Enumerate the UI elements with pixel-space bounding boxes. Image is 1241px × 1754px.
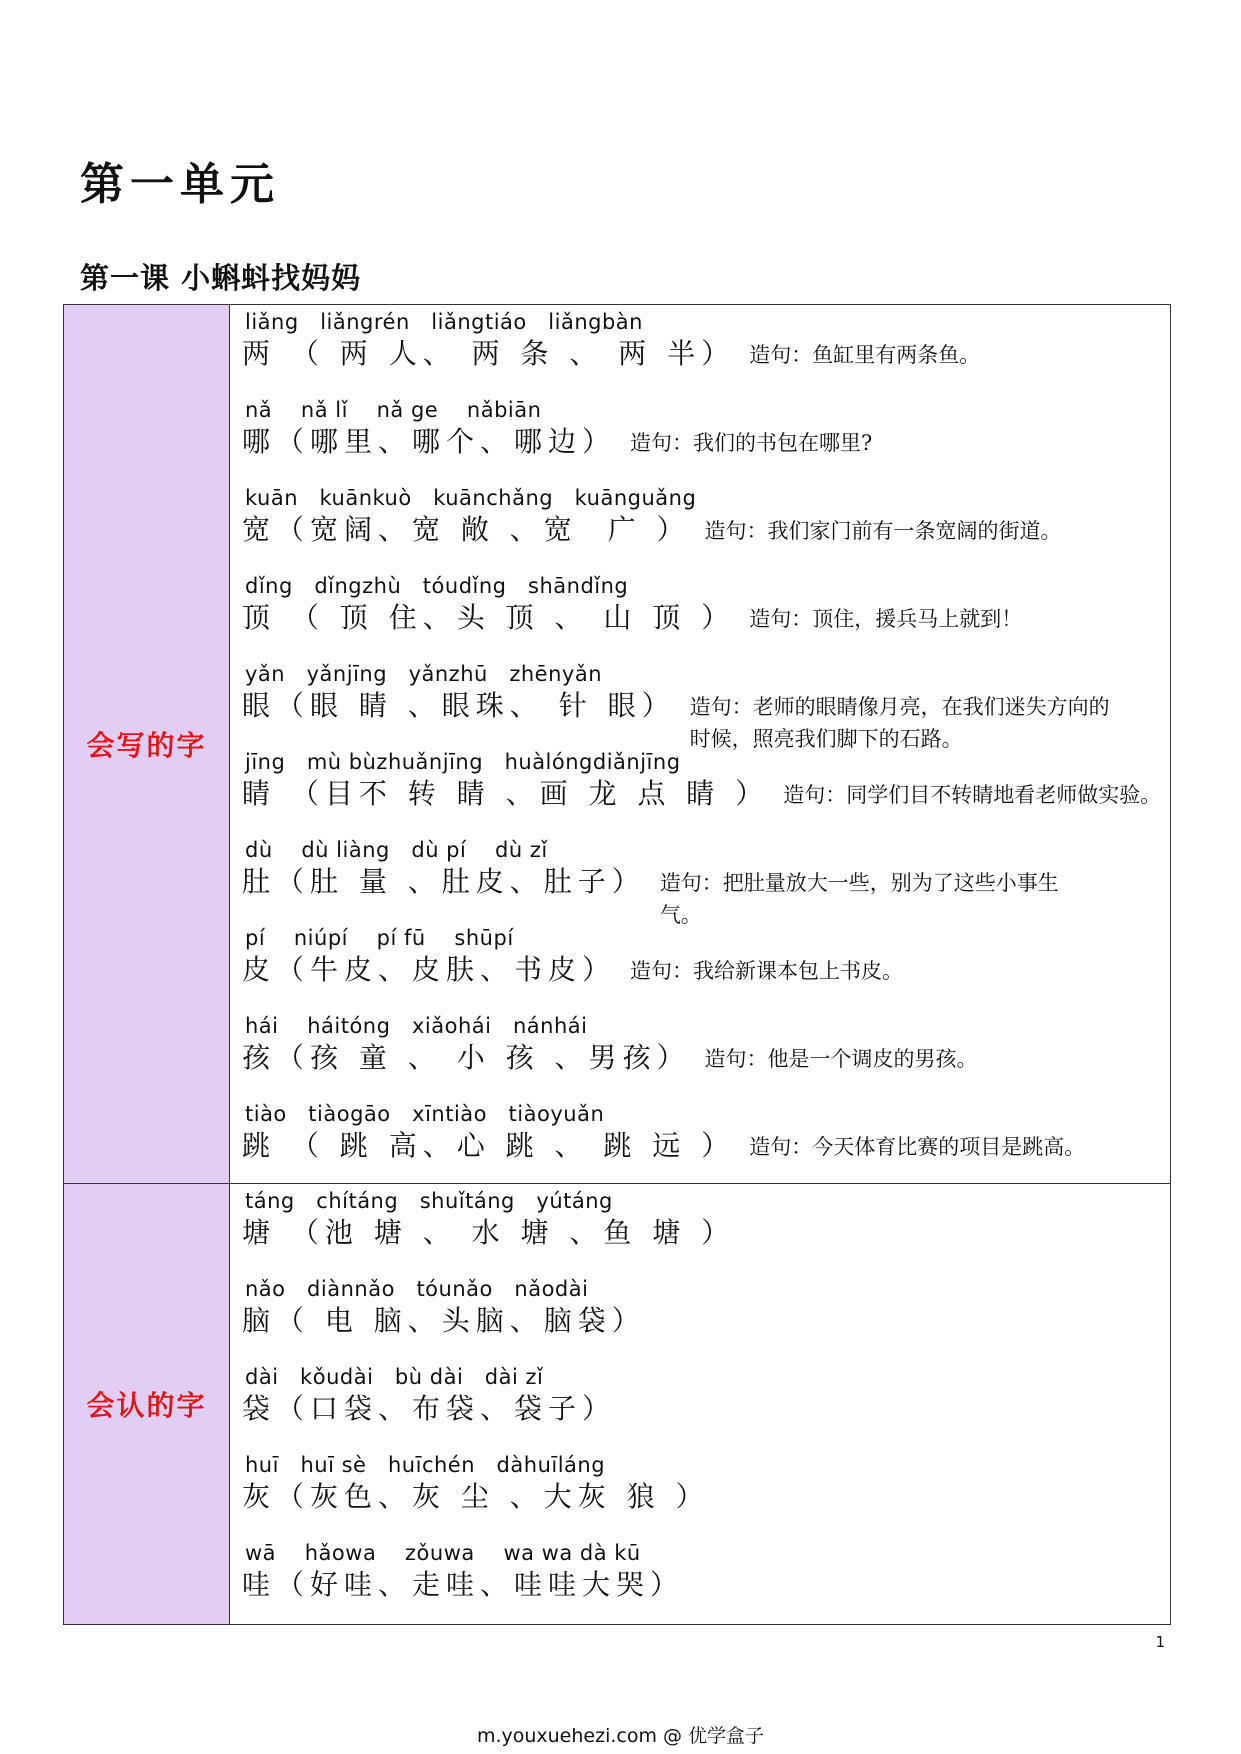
entry-sentence: 造句：我们的书包在哪里? <box>630 431 873 455</box>
entry-pinyin: kuān kuānkuò kuānchǎng kuānguǎng <box>245 486 697 510</box>
vocab-table <box>63 304 1171 1625</box>
entry-main-line <box>242 599 1170 655</box>
category-label-write: 会写的字 <box>64 305 230 1184</box>
entry-main-line <box>242 1302 1170 1358</box>
entry-pinyin: jīng mù bùzhuǎnjīng huàlóngdiǎnjīng <box>245 750 681 774</box>
entry-characters: 睛 （目不 转 睛 、画 龙 点 睛 ） <box>242 777 770 810</box>
entry-pinyin: yǎn yǎnjīng yǎnzhū zhēnyǎn <box>245 662 603 686</box>
vocab-entry <box>242 1364 1170 1452</box>
entry-main-line <box>242 1127 1170 1183</box>
entry-sentence: 造句：鱼缸里有两条鱼。 <box>749 343 981 367</box>
vocab-entry <box>242 573 1170 661</box>
page-number: 1 <box>1155 1633 1165 1651</box>
vocab-entry <box>242 309 1170 397</box>
entry-pinyin: wā hǎowa zǒuwa wa wa dà kū <box>245 1541 641 1565</box>
read-entries <box>230 1184 1170 1624</box>
section-read-row <box>64 1184 1171 1625</box>
read-entries-cell <box>230 1184 1171 1625</box>
vocab-entry <box>242 837 1170 925</box>
entry-pinyin: dǐng dǐngzhù tóudǐng shāndǐng <box>245 574 629 598</box>
category-label-read: 会认的字 <box>64 1184 230 1625</box>
vocab-entry <box>242 661 1170 749</box>
entry-sentence: 造句：我给新课本包上书皮。 <box>630 959 904 983</box>
entry-pinyin: liǎng liǎngrén liǎngtiáo liǎngbàn <box>245 310 643 334</box>
entry-pinyin: huī huī sè huīchén dàhuīláng <box>245 1453 606 1477</box>
entry-characters: 皮（牛皮、皮肤、书皮） <box>242 953 617 986</box>
entry-main-line <box>242 1390 1170 1446</box>
entry-characters: 哪（哪里、哪个、哪边） <box>242 425 617 458</box>
entry-main-line <box>242 1566 1170 1622</box>
entry-characters: 肚（肚 量 、肚皮、肚子） <box>242 865 646 898</box>
entry-sentence: 造句：把肚量放大一些，别为了这些小事生气。 <box>659 871 1059 927</box>
entry-pinyin: dài kǒudài bù dài dài zǐ <box>245 1365 544 1389</box>
entry-characters: 跳 （ 跳 高、心 跳 、 跳 远 ） <box>242 1129 736 1162</box>
entry-pinyin: pí niúpí pí fū shūpí <box>245 926 514 950</box>
entry-main-line <box>242 687 1170 751</box>
entry-main-line <box>242 423 1170 479</box>
entry-characters: 脑（ 电 脑、头脑、脑袋） <box>242 1304 646 1337</box>
vocab-entry <box>242 1452 1170 1540</box>
vocab-entry <box>242 1101 1170 1189</box>
vocab-entry <box>242 397 1170 485</box>
vocab-entry <box>242 485 1170 573</box>
write-entries-cell <box>230 305 1171 1184</box>
entry-main-line <box>242 511 1170 567</box>
vocab-entry <box>242 1540 1170 1628</box>
lesson-title: 第一课 小蝌蚪找妈妈 <box>80 261 362 295</box>
entry-sentence: 造句：我们家门前有一条宽阔的街道。 <box>704 519 1062 543</box>
entry-sentence: 造句：今天体育比赛的项目是跳高。 <box>749 1135 1086 1159</box>
entry-main-line <box>242 775 1170 831</box>
entry-sentence: 造句：他是一个调皮的男孩。 <box>704 1047 978 1071</box>
entry-main-line <box>242 1478 1170 1534</box>
entry-main-line <box>242 1214 1170 1270</box>
entry-characters: 孩（孩 童 、 小 孩 、男孩） <box>242 1041 691 1074</box>
footer-site: m.youxuehezi.com @ 优学盒子 <box>476 1725 765 1747</box>
entry-main-line <box>242 335 1170 391</box>
entry-pinyin: nǎo diànnǎo tóunǎo nǎodài <box>245 1277 589 1301</box>
write-entries <box>230 305 1170 1183</box>
entry-main-line <box>242 863 1170 927</box>
entry-characters: 塘 （池 塘 、 水 塘 、鱼 塘 ） <box>242 1216 736 1249</box>
entry-pinyin: hái háitóng xiǎohái nánhái <box>245 1014 588 1038</box>
entry-main-line <box>242 951 1170 1007</box>
vocab-entry <box>242 1276 1170 1364</box>
entry-pinyin: táng chítáng shuǐtáng yútáng <box>245 1189 613 1213</box>
entry-characters: 灰（灰色、灰 尘 、大灰 狼 ） <box>242 1480 710 1513</box>
vocab-entry <box>242 1188 1170 1276</box>
entry-characters: 眼（眼 睛 、眼珠、 针 眼） <box>242 689 676 722</box>
entry-sentence: 造句：顶住，援兵马上就到！ <box>749 607 1023 631</box>
entry-main-line <box>242 1039 1170 1095</box>
section-write-row <box>64 305 1171 1184</box>
entry-characters: 哇（好哇、走哇、哇哇大哭） <box>242 1568 685 1601</box>
entry-sentence: 造句：老师的眼睛像月亮，在我们迷失方向的时候，照亮我们脚下的石路。 <box>689 695 1110 751</box>
entry-pinyin: tiào tiàogāo xīntiào tiàoyuǎn <box>245 1102 605 1126</box>
vocab-entry <box>242 925 1170 1013</box>
entry-characters: 袋（口袋、布袋、袋子） <box>242 1392 617 1425</box>
entry-sentence: 造句：同学们目不转睛地看老师做实验。 <box>783 783 1162 807</box>
entry-pinyin: dù dù liàng dù pí dù zǐ <box>245 838 548 862</box>
unit-title: 第一单元 <box>80 159 280 210</box>
vocab-entry <box>242 749 1170 837</box>
entry-characters: 顶 （ 顶 住、头 顶 、 山 顶 ） <box>242 601 736 634</box>
entry-characters: 宽（宽阔、宽 敞 、宽 广 ） <box>242 513 691 546</box>
vocab-entry <box>242 1013 1170 1101</box>
entry-characters: 两 （ 两 人、 两 条 、 两 半） <box>242 337 736 370</box>
entry-pinyin: nǎ nǎ lǐ nǎ ge nǎbiān <box>245 398 542 422</box>
